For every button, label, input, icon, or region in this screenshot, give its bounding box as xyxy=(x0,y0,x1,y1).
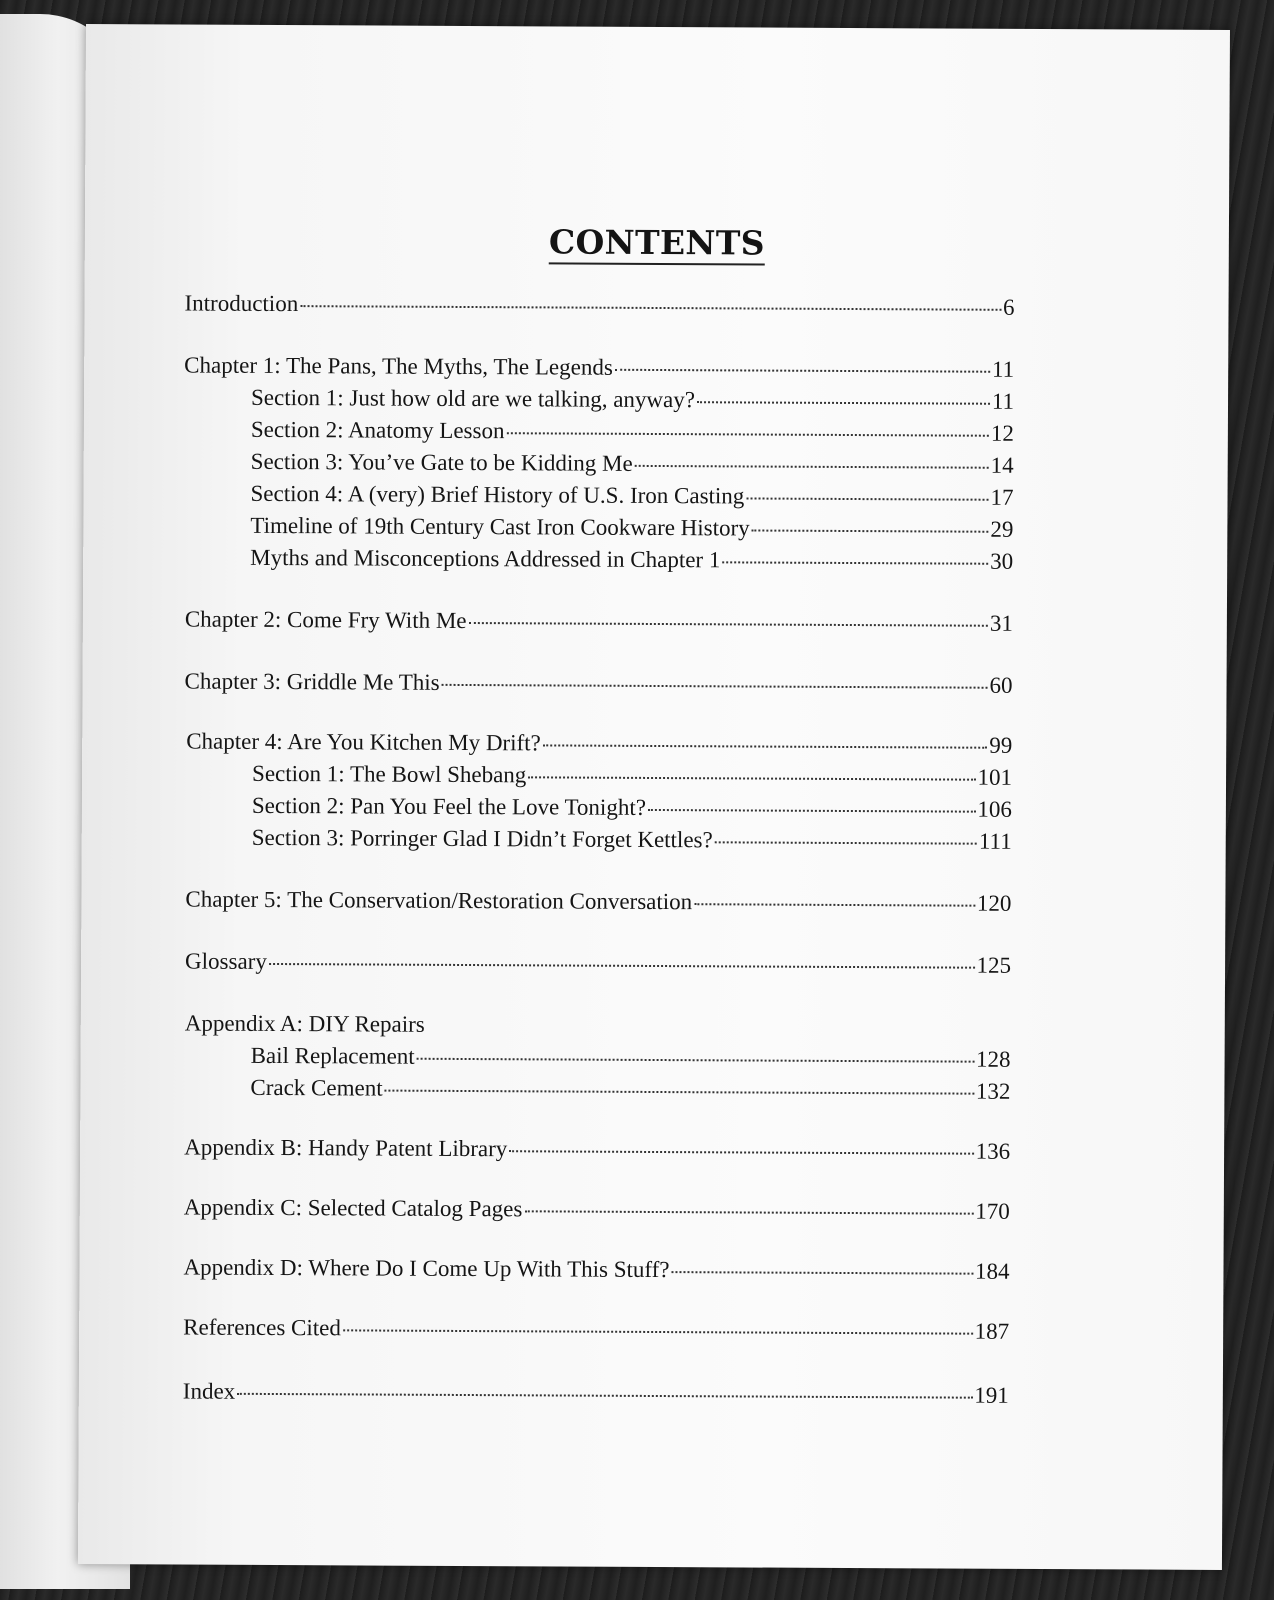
toc-leader-dots xyxy=(269,963,975,969)
toc-entry-label: Chapter 1: The Pans, The Myths, The Legends xyxy=(184,352,613,380)
toc-entry-label: Section 3: Porringer Glad I Didn’t Forget Kettles? xyxy=(251,824,713,853)
toc-entry-label: Timeline of 19th Century Cast Iron Cookware History xyxy=(250,512,750,541)
toc-entry-label: Index xyxy=(182,1378,236,1404)
toc-entry xyxy=(183,1255,1009,1289)
toc-leader-dots xyxy=(697,401,990,405)
toc-entry-label: Section 3: You’ve Gate to be Kidding Me xyxy=(250,448,633,476)
toc-entry-page: 17 xyxy=(990,484,1014,510)
toc-entry-label: Section 1: Just how old are we talking, anyway? xyxy=(250,384,696,413)
toc-entry xyxy=(184,1135,1010,1169)
contents-heading: CONTENTS xyxy=(85,220,1229,265)
toc-leader-dots xyxy=(509,1150,973,1154)
toc-entry-page: 60 xyxy=(989,672,1013,698)
toc-entry-label: Myths and Misconceptions Addressed in Chapter 1 xyxy=(250,544,721,573)
toc-entry-page: 99 xyxy=(989,732,1013,758)
toc-entry-label: Appendix C: Selected Catalog Pages xyxy=(183,1194,523,1222)
book-page xyxy=(78,24,1230,1570)
toc-leader-dots xyxy=(648,809,975,813)
toc-entry xyxy=(184,1195,1010,1229)
toc-entry xyxy=(251,385,1014,419)
toc-leader-dots xyxy=(417,1058,974,1063)
toc-entry xyxy=(186,729,1012,763)
toc-leader-dots xyxy=(715,841,977,844)
toc-entry xyxy=(183,1315,1009,1349)
toc-entry xyxy=(250,513,1013,547)
toc-entry xyxy=(185,949,1011,983)
toc-leader-dots xyxy=(615,369,990,373)
toc-entry-page: 187 xyxy=(974,1318,1010,1344)
toc-leader-dots xyxy=(672,1271,973,1275)
toc-entry xyxy=(252,761,1012,795)
toc-entry-page: 29 xyxy=(990,516,1014,542)
toc-leader-dots xyxy=(237,1393,972,1399)
toc-leader-dots xyxy=(722,561,988,564)
toc-entry-label: Section 2: Pan You Feel the Love Tonight? xyxy=(251,792,647,820)
toc-entry xyxy=(252,825,1012,859)
toc-entry xyxy=(185,887,1011,921)
toc-entry xyxy=(184,291,1014,325)
toc-entry-page: 11 xyxy=(991,388,1015,414)
toc-entry-label: Introduction xyxy=(184,290,299,317)
toc-leader-dots xyxy=(300,305,1001,311)
toc-entry-page: 31 xyxy=(989,610,1013,636)
toc-leader-dots xyxy=(752,529,989,532)
toc-entry-page: 136 xyxy=(975,1138,1011,1164)
toc-entry xyxy=(183,1379,1009,1413)
toc-leader-dots xyxy=(635,465,989,469)
toc-entry-page: 184 xyxy=(974,1258,1010,1284)
toc-entry-label: Section 2: Anatomy Lesson xyxy=(250,416,505,444)
toc-entry-label: References Cited xyxy=(183,1314,341,1341)
toc-entry-page: 30 xyxy=(990,548,1014,574)
toc-entry-label: Appendix B: Handy Patent Library xyxy=(184,1134,508,1162)
toc-leader-dots xyxy=(694,903,975,906)
toc-leader-dots xyxy=(469,622,988,627)
toc-entry-page: 132 xyxy=(975,1078,1011,1104)
toc-leader-dots xyxy=(746,497,988,500)
toc-entry-page: 170 xyxy=(975,1198,1010,1224)
toc-entry-label: Appendix A: DIY Repairs xyxy=(184,1010,425,1037)
toc-entry-page: 106 xyxy=(977,796,1012,822)
toc-entry-label: Crack Cement xyxy=(250,1074,383,1101)
toc-leader-dots xyxy=(385,1090,974,1095)
toc-entry-label: Chapter 3: Griddle Me This xyxy=(184,668,440,695)
toc-leader-dots xyxy=(524,1210,973,1214)
toc-entry-label: Chapter 2: Come Fry With Me xyxy=(184,606,467,634)
toc-entry-page: 101 xyxy=(977,764,1013,790)
toc-entry xyxy=(184,669,1012,703)
toc-leader-dots xyxy=(506,432,988,437)
toc-entry-label: Glossary xyxy=(185,948,267,974)
toc-entry-page: 12 xyxy=(990,420,1014,446)
toc-entry-page: 120 xyxy=(976,890,1012,916)
toc-leader-dots xyxy=(528,776,975,780)
toc-entry-label: Bail Replacement xyxy=(250,1042,415,1069)
toc-entry xyxy=(185,1011,1011,1045)
toc-entry-page: 125 xyxy=(976,952,1012,978)
toc-entry-page: 6 xyxy=(1002,294,1015,320)
toc-leader-dots xyxy=(442,684,988,689)
toc-entry xyxy=(250,1075,1010,1109)
toc-entry xyxy=(251,417,1014,451)
toc-leader-dots xyxy=(343,1329,973,1334)
toc-entry xyxy=(185,607,1013,641)
toc-entry-page: 11 xyxy=(991,356,1015,382)
toc-entry-label: Appendix D: Where Do I Come Up With This Stuff? xyxy=(183,1254,670,1283)
toc-entry xyxy=(250,545,1013,579)
toc-entry xyxy=(252,793,1012,827)
toc-entry-label: Chapter 4: Are You Kitchen My Drift? xyxy=(186,728,541,756)
toc-entry xyxy=(251,1043,1011,1077)
toc-entry xyxy=(250,481,1013,515)
toc-entry xyxy=(251,449,1014,483)
toc-entry-label: Chapter 5: The Conservation/Restoration Conversation xyxy=(185,886,693,915)
toc-entry-page: 111 xyxy=(978,828,1012,854)
toc-entry-page: 14 xyxy=(990,452,1014,478)
toc-entry xyxy=(184,353,1014,387)
toc-entry-label: Section 4: A (very) Brief History of U.S. Iron Casting xyxy=(250,480,745,509)
toc-entry-page: 128 xyxy=(976,1046,1011,1072)
toc-leader-dots xyxy=(543,744,987,748)
toc-entry-label: Section 1: The Bowl Shebang xyxy=(252,760,527,788)
toc-entry-page: 191 xyxy=(974,1382,1009,1408)
